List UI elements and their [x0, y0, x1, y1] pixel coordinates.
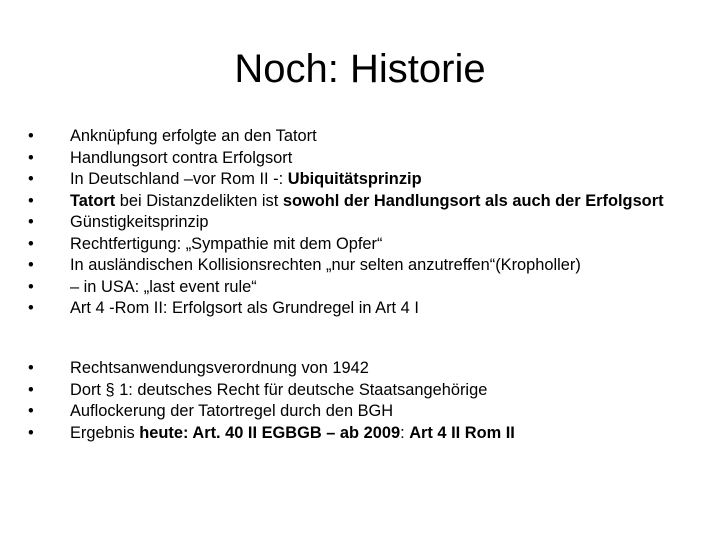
bullet-text: :: [400, 423, 410, 442]
bullet-item: [28, 126, 678, 148]
bullet-text: Ubiquitätsprinzip: [287, 170, 422, 188]
bullet-item: [28, 234, 678, 256]
bullet-text: Dort § 1: deutsches Recht für deutsche Staatsangehörige: [70, 380, 488, 399]
bullet-item: [28, 169, 678, 191]
bullet-text: bei Distanzdelikten ist: [115, 191, 283, 210]
bullet-marker: •: [28, 299, 34, 317]
bullet-item: [28, 380, 678, 402]
bullet-item: [28, 358, 678, 380]
bullet-text: In ausländischen Kollisionsrechten „nur selten anzutreffen“(Kropholler): [70, 256, 581, 274]
bullet-text: Günstigkeitsprinzip: [70, 213, 209, 231]
bullet-text: Rechtsanwendungsverordnung von 1942: [70, 359, 369, 377]
bullet-text: Handlungsort contra Erfolgsort: [70, 148, 293, 167]
bullet-marker: •: [28, 127, 34, 145]
bullet-text: sowohl der Handlungsort als auch der Erfolgsort: [282, 191, 664, 210]
bullet-list-history: [28, 126, 678, 320]
bullet-text: In Deutschland –vor Rom II -:: [70, 170, 288, 188]
bullet-item: [28, 148, 678, 170]
bullet-item: [28, 277, 678, 299]
bullet-marker: •: [28, 148, 34, 167]
bullet-item: [28, 212, 678, 234]
bullet-text: Anknüpfung erfolgte an den Tatort: [70, 127, 317, 145]
bullet-text: – in USA: „last event rule“: [70, 277, 257, 296]
bullet-text: Tatort: [70, 191, 116, 210]
bullet-marker: •: [28, 213, 34, 231]
slide-title: Noch: Historie: [234, 47, 486, 91]
bullet-list-legislation: [28, 358, 678, 444]
bullet-text: heute: Art. 40 II EGBGB – ab 2009: [139, 423, 401, 442]
bullet-marker: •: [28, 359, 34, 377]
bullet-text: Art 4 -Rom II: Erfolgsort als Grundregel in Art 4 I: [70, 299, 419, 317]
bullet-marker: •: [28, 277, 34, 296]
bullet-item: [28, 401, 678, 423]
bullet-text: Art 4 II Rom II: [409, 423, 515, 442]
bullet-marker: •: [28, 234, 34, 253]
bullet-marker: •: [28, 256, 34, 274]
bullet-item: [28, 298, 678, 320]
bullet-text: Rechtfertigung: „Sympathie mit dem Opfer“: [70, 234, 383, 253]
bullet-marker: •: [28, 191, 34, 210]
bullet-marker: •: [28, 170, 34, 188]
bullet-item: [28, 255, 678, 277]
bullet-marker: •: [28, 402, 34, 420]
bullet-marker: •: [28, 423, 34, 442]
bullet-text: Ergebnis: [70, 423, 140, 442]
bullet-item: [28, 191, 678, 213]
bullet-text: Auflockerung der Tatortregel durch den BGH: [70, 402, 394, 420]
bullet-item: [28, 423, 678, 445]
bullet-marker: •: [28, 380, 34, 399]
